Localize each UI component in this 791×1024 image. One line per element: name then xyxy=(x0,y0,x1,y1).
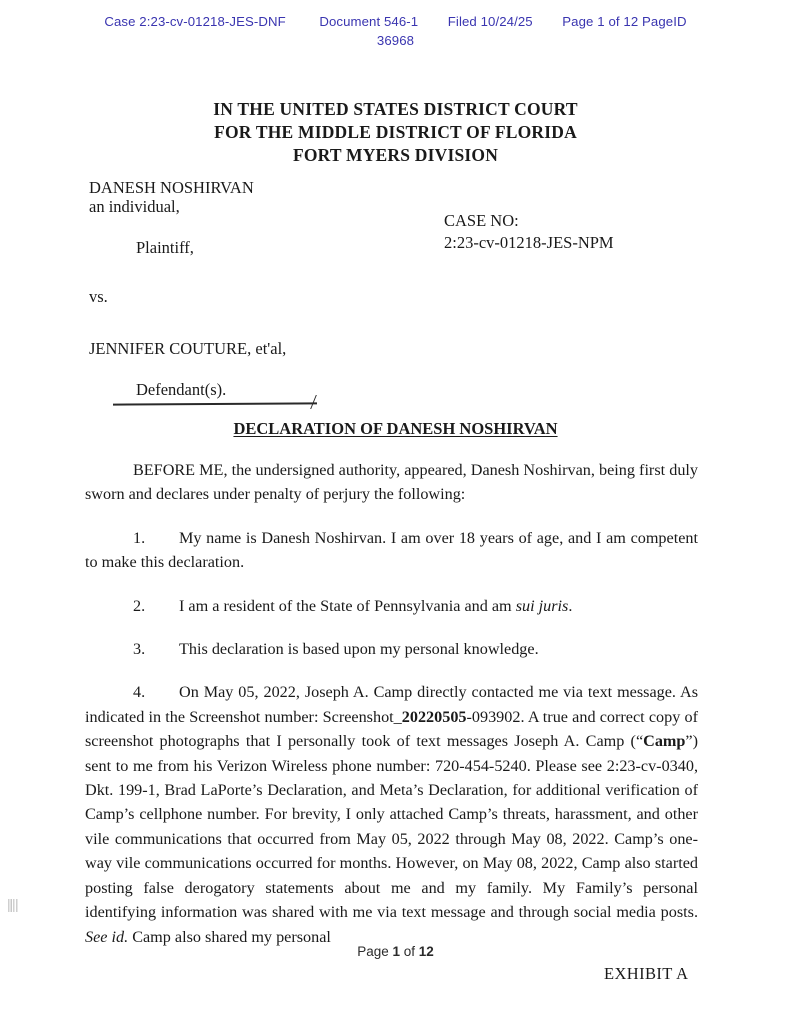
caption-divider-rule xyxy=(113,395,327,409)
latin-term-sui-juris: sui juris xyxy=(515,596,569,615)
versus-label: vs. xyxy=(89,287,108,306)
declaration-paragraph-2 xyxy=(85,594,698,618)
paragraph-text-1: My name is Danesh Noshirvan. I am over 18 years of age, and I am competent to make this declaration. xyxy=(85,528,698,572)
court-heading xyxy=(0,98,791,167)
ecf-filing-stamp xyxy=(0,12,791,50)
case-number-value: 2:23-cv-01218-JES-NPM xyxy=(444,233,614,252)
defendant-role: Defendant(s). xyxy=(136,380,227,399)
ecf-pageid-number: 36968 xyxy=(376,33,415,48)
footer-page-number: 1 xyxy=(392,944,400,959)
declaration-preamble: BEFORE ME, the undersigned authority, appeared, Danesh Noshirvan, being first duly sworn and declares under penalty of perjury the following: xyxy=(85,461,698,504)
caption-divider-slash xyxy=(310,395,329,409)
page-footer xyxy=(0,944,791,959)
paragraph-text-3: This declaration is based upon my personal knowledge. xyxy=(179,640,539,659)
case-caption xyxy=(89,178,709,399)
exhibit-label: EXHIBIT A xyxy=(604,964,689,983)
footer-page-prefix: Page xyxy=(357,944,393,959)
case-number-label: CASE NO: xyxy=(444,211,519,230)
court-heading-line-2: FOR THE MIDDLE DISTRICT OF FLORIDA xyxy=(214,122,577,142)
paragraph-number-4: 4. xyxy=(133,683,146,702)
declaration-body xyxy=(85,458,698,949)
paragraph-number-1: 1. xyxy=(133,528,146,547)
defined-term-camp: Camp xyxy=(643,732,686,751)
ecf-document-number: Document 546-1 xyxy=(319,14,419,29)
ecf-page-of-label: Page 1 of 12 PageID xyxy=(562,14,687,29)
citation-see-id: See id. xyxy=(85,927,129,946)
plaintiff-role: Plaintiff, xyxy=(136,238,194,257)
case-number-block xyxy=(444,210,614,254)
plaintiff-descriptor: an individual, xyxy=(89,197,180,216)
scan-artifact-smudge xyxy=(8,899,19,912)
paragraph-text-4-seg2: -093902. A true and correct copy of screenshot photographs that I personally took of text messages Joseph A. Camp (“ xyxy=(85,707,698,751)
paragraph-text-4-seg3: ”) sent to me from his Verizon Wireless phone number: 720-454-5240. Please see 2:23-cv-0340, Dkt. 199-1, Brad LaPorte’s Declaration, and Meta’s Declaration, for additional verification of Camp’s cellphone number. For brevity, I only attached Camp’s threats, harassment, and other vile communications that occurred from May 05, 2022 through May 08, 2022. Camp’s one-way vile communications occurred for months. However, on May 08, 2022, Camp also started posting false derogatory statements about me and my family. My Family’s personal identifying information was shared with me via text message and through social media posts. xyxy=(85,732,698,922)
paragraph-text-2-after: . xyxy=(568,596,573,615)
plaintiff-name: DANESH NOSHIRVAN xyxy=(89,178,254,197)
ecf-case-number: Case 2:23-cv-01218-JES-DNF xyxy=(104,14,286,29)
declaration-title: DECLARATION OF DANESH NOSHIRVAN xyxy=(233,419,558,438)
footer-page-total: 12 xyxy=(418,944,434,959)
paragraph-text-2-before: I am a resident of the State of Pennsylvania and am xyxy=(179,596,516,615)
ecf-filed-date: Filed 10/24/25 xyxy=(447,14,533,29)
court-heading-line-3: FORT MYERS DIVISION xyxy=(292,145,499,165)
footer-page-middle: of xyxy=(400,944,419,959)
defendant-name: JENNIFER COUTURE, et'al, xyxy=(89,339,287,358)
paragraph-text-4-seg1: On May 05, 2022, Joseph A. Camp directly contacted me via text message. As indicated in the Screenshot number: Screenshot_ xyxy=(85,683,698,726)
paragraph-number-3: 3. xyxy=(133,640,146,659)
paragraph-text-4-seg4: Camp also shared my personal xyxy=(128,927,331,946)
declaration-paragraph-3 xyxy=(85,637,698,661)
paragraph-number-2: 2. xyxy=(133,596,146,615)
declaration-paragraph-1 xyxy=(85,526,698,575)
declaration-paragraph-4 xyxy=(85,680,698,948)
court-heading-line-1: IN THE UNITED STATES DISTRICT COURT xyxy=(213,99,578,119)
screenshot-date-code: 20220505 xyxy=(401,707,467,726)
caption-divider-bar xyxy=(113,402,317,405)
plaintiff-block xyxy=(89,178,709,257)
